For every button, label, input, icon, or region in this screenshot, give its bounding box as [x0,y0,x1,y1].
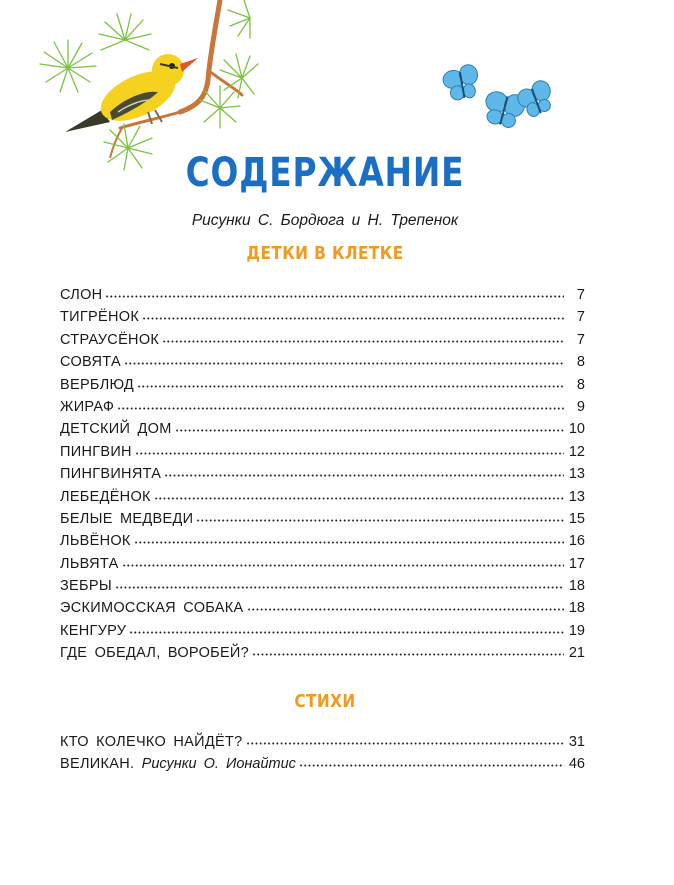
toc-entry-title [60,530,131,552]
toc-entry-title-text: ВЕЛИКАН. [60,756,135,773]
toc-dot-leader [175,429,564,432]
toc-entry-page-number: 9 [576,398,585,415]
toc-dot-leader [134,541,564,544]
toc-dot-leader [124,362,564,365]
toc-entry-title-text: ПИНГВИН [60,443,132,460]
toc-dot-leader [162,340,564,343]
toc-entry-title-text: ПИНГВИНЯТА [60,466,162,483]
toc-entry-title [60,553,119,575]
toc-entry-page-number: 21 [568,645,585,662]
oriole-bird-icon [65,54,198,132]
toc-entry-page-number: 8 [576,376,585,393]
toc-entry[interactable] [60,486,585,508]
toc-entry-title-text: ЖИРАФ [60,398,115,415]
toc-entry-title-text: ВЕРБЛЮД [60,376,134,393]
toc-entry[interactable] [60,597,585,619]
toc-entry-title [60,306,139,328]
toc-dot-leader [154,497,564,500]
toc-entry-title-text: ЭСКИМОССКАЯ СОБАКА [60,600,244,617]
toc-entry-title [60,351,121,373]
toc-entry-title-text: ГДЕ ОБЕДАЛ, ВОРОБЕЙ? [60,645,250,662]
toc-entry-title [60,486,151,508]
toc-entry-title [60,284,102,306]
toc-entry-title [60,463,161,485]
toc-entry-page-number: 7 [576,287,585,303]
toc-entry-title-text: ЛЕБЕДЁНОК [60,488,151,505]
toc-entry[interactable] [60,441,585,463]
toc-entry-title [60,441,132,463]
toc-entry[interactable] [60,642,585,664]
toc-entry-page-number: 8 [576,354,585,371]
toc-entry[interactable] [60,530,585,552]
butterflies-illustration [440,62,555,137]
toc-dot-leader [142,317,564,320]
toc-list [60,284,585,665]
toc-entry[interactable] [60,553,585,575]
toc-entry-title [60,575,112,597]
toc-entry-page-number: 15 [568,510,585,527]
toc-entry[interactable] [60,284,585,306]
toc-entry-title [60,620,126,642]
toc-entry-title [60,642,249,664]
toc-dot-leader [137,385,564,388]
toc-entry[interactable] [60,418,585,440]
toc-entry[interactable] [60,731,585,753]
toc-entry-page-number: 13 [568,466,585,483]
toc-entry-title-text: СЛОН [60,287,103,303]
toc-entry-title [60,731,243,753]
toc-dot-leader [135,452,564,455]
toc-dot-leader [115,586,564,589]
toc-entry-title [60,329,159,351]
butterfly-icon [441,63,481,102]
toc-dot-leader [196,519,564,522]
toc-dot-leader [122,564,564,567]
toc-entry[interactable] [60,306,585,328]
toc-entry[interactable] [60,351,585,373]
toc-entry[interactable] [60,396,585,418]
toc-entry-page-number: 17 [568,555,585,572]
toc-entry-page-number: 12 [568,443,585,460]
toc-entry-page-number: 18 [568,600,585,617]
oriole-bird-illustration [30,0,260,175]
toc-entry-page-number: 13 [568,488,585,505]
toc-entry-title-text: ЛЬВЯТА [60,555,119,572]
toc-dot-leader [246,742,565,745]
toc-entry-title-text: БЕЛЫЕ МЕДВЕДИ [60,510,194,527]
toc-entry-page-number: 19 [568,622,585,639]
toc-entry[interactable] [60,753,585,775]
toc-entry[interactable] [60,463,585,485]
toc-entry-page-number: 46 [568,756,585,773]
page-title: СОДЕРЖАНИЕ [185,150,465,196]
toc-dot-leader [247,608,565,611]
toc-dot-leader [105,295,564,298]
toc-list [60,731,585,776]
toc-entry-title [60,396,114,418]
toc-entry-page-number: 7 [576,331,585,348]
toc-entry[interactable] [60,620,585,642]
toc-dot-leader [117,407,564,410]
toc-entry-credit: Рисунки О. Ионайтис [141,756,296,773]
toc-entry-title [60,508,193,530]
toc-entry-title [60,753,296,775]
toc-entry[interactable] [60,575,585,597]
toc-entry-title-text: ТИГРЁНОК [60,309,140,326]
toc-entry-title [60,597,244,619]
toc-entry-title-text: СТРАУСЁНОК [60,331,160,348]
toc-entry-title-text: КЕНГУРУ [60,622,127,639]
toc-entry[interactable] [60,508,585,530]
toc-dot-leader [252,653,564,656]
toc-entry-title-text: СОВЯТА [60,354,121,371]
toc-entry[interactable] [60,329,585,351]
section-heading-stikhi: СТИХИ [294,691,356,712]
toc-entry-page-number: 10 [568,421,585,438]
toc-entry-page-number: 31 [568,734,585,750]
toc-entry-title-text: ЛЬВЁНОК [60,533,131,550]
toc-entry-title [60,374,134,396]
illustration-credits: Рисунки С. Бордюга и Н. Трепенок [191,212,459,229]
toc-entry-title-text: ДЕТСКИЙ ДОМ [60,421,172,438]
toc-dot-leader [129,631,564,634]
toc-entry-page-number: 16 [568,533,585,550]
toc-entry-page-number: 7 [576,309,585,326]
toc-dot-leader [164,474,564,477]
toc-entry-title-text: ЗЕБРЫ [60,578,112,595]
toc-entry-page-number: 18 [568,578,585,595]
section-heading-detki-v-kletke: ДЕТКИ В КЛЕТКЕ [246,243,404,264]
toc-entry-title-text: КТО КОЛЕЧКО НАЙДЁТ? [60,734,243,750]
toc-entry[interactable] [60,374,585,396]
toc-entry-title [60,418,172,440]
toc-dot-leader [299,764,564,767]
